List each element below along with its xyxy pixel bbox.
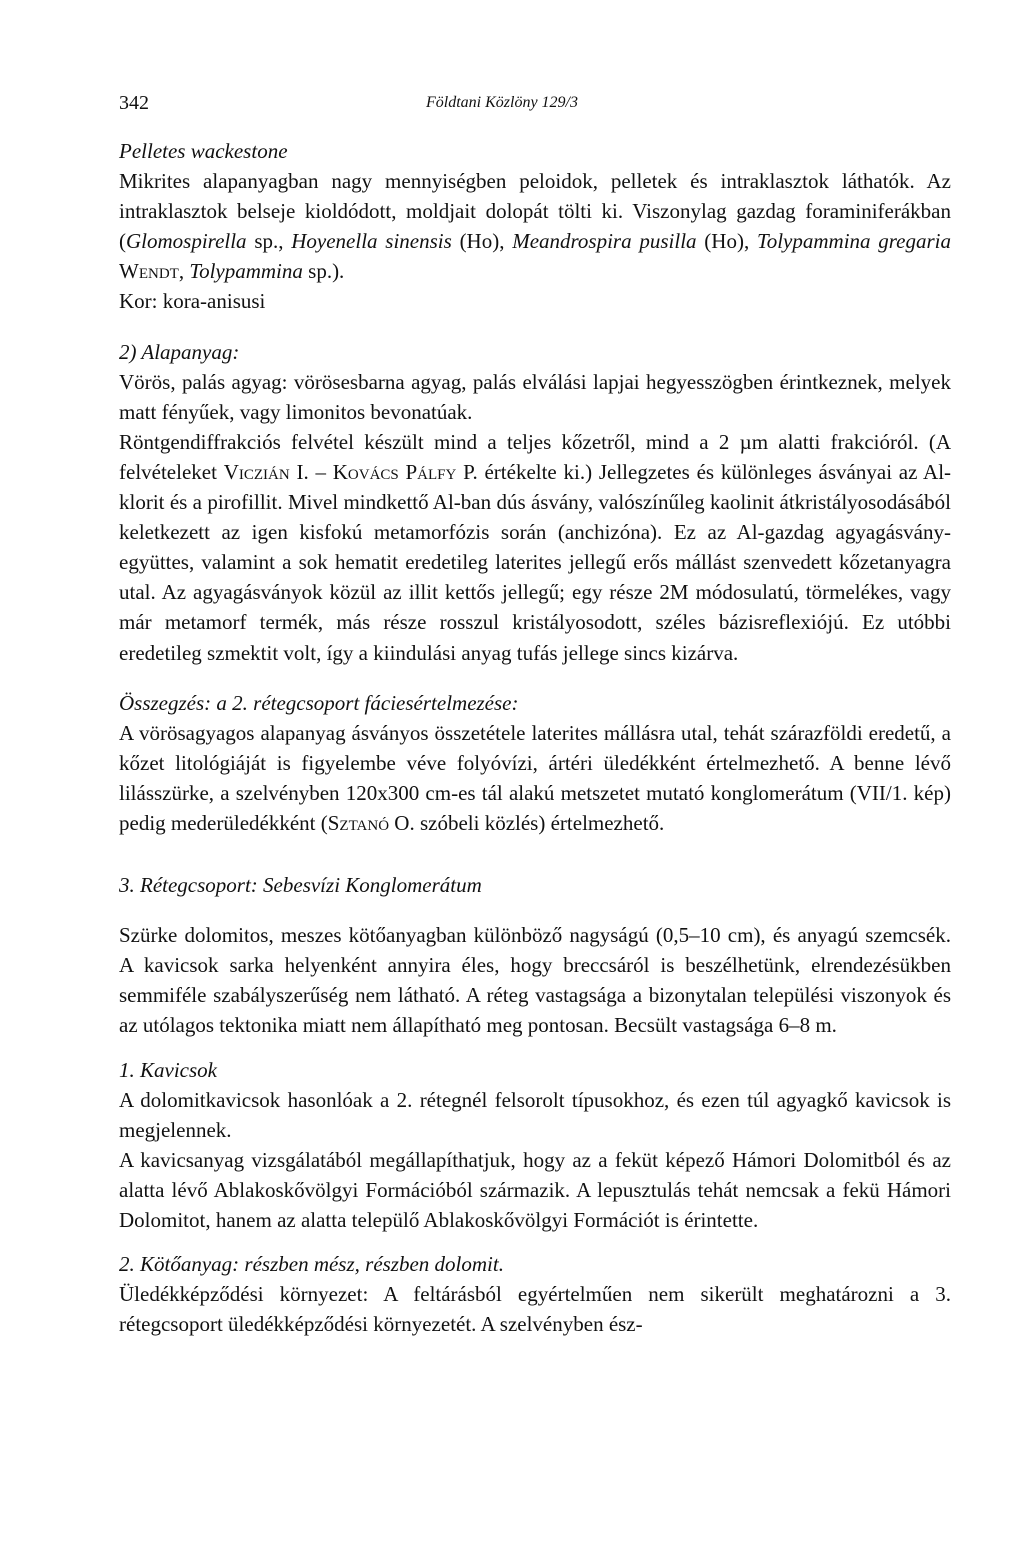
taxon-name: Tolypammina [189,259,303,284]
section-heading-pelletes-wackestone: Pelletes wackestone [119,139,288,163]
text-run: (Ho), [696,229,757,254]
section-heading-osszegzes: Összegzés: a 2. rétegcsoport fáciesértelmezése: [119,690,519,715]
text-run: Röntgendiffrakciós felvétel készült mind a teljes kőzetről, mind a 2 µm alatti frakcióról. (A felvételeket [119,429,951,484]
author-name: Sztanó O. [327,810,415,835]
text-run: , [178,259,190,284]
journal-title: Földtani Közlöny 129/3 [426,94,578,111]
text-run: sp., [246,229,292,254]
paragraph-kavicsanyag: A kavicsanyag vizsgálatából megállapíthatjuk, hogy az a feküt képező Hámori Dolomitból és az alatta lévő Ablakoskővölgyi Formációból származik. A lepusztulás tehát nemcsak a fekü Hámori Dolomitot, hanem az alatta települő Ablakoskővölgyi Formációt is érintette. [119,1147,951,1232]
text-run: A vörösagyagos alapanyag ásványos összetétele laterites mállásra utal, tehát szárazföldi eredetű, a kőzet litológiáját is figyelembe véve folyóvízi, ártéri üledékként értelmezhető. A benne lévő lilásszürke, a szelvényben 120x300 cm-es tál alakú metszetet mutató konglomerátum (VII/1. kép) pedig mederüledékként ( [119,720,951,835]
text-run: értékelte ki.) Jellegzetes és különleges ásványai az Al-klorit és a pirofillit. Mivel mindkettő Al-ban dús ásvány, valószínűleg kaolinit átkristályosodásából keletkezett az igen kisfokú metamorfózis során (anchizóna). Ez az Al-gazdag agyagásvány-együttes, valamint a sok hematit eredetileg laterites jellegű erős mállást szenvedett kőzetanyagra utal. Az agyagásványok közül az illit kettős jellegű; egy része 2M módosulatú, törmelékes, vagy már metamorf termék, más része rosszul kristályosodott, széles bázisreflexiójú. Ez utóbbi eredetileg szmektit volt, így a kiindulási anyag tufás jellege sincs kizárva. [119,459,952,665]
paragraph-osszegzes [119,718,951,838]
subheading-kavicsok: 1. Kavicsok [119,1057,217,1082]
section-heading-alapanyag: 2) Alapanyag: [119,339,240,364]
text-run: szóbeli közlés) értelmezhető. [414,810,665,835]
text-run: – [308,459,333,484]
taxon-name: Tolypammina gregaria [756,229,951,254]
page-number: 342 [119,92,149,114]
author-name: Viczián I. [223,459,309,484]
text-run: Mikrites alapanyagban nagy mennyiségben peloidok, pelletek és intraklasztok láthatók. Az intraklasztok belseje kioldódott, moldjait dolopát tölti ki. Viszonylag gazdag foraminiferákban ( [119,169,951,254]
body-text [119,136,951,1339]
text-run: (Ho), [451,229,513,254]
author-name: Kovács Pálfy P. [332,459,478,484]
paragraph-age: Kor: kora-anisusi [119,289,266,314]
paragraph-dolomitkavicsok: A dolomitkavicsok hasonlóak a 2. rétegnél felsorolt típusokhoz, és ezen túl agyagkő kavicsok is megjelennek. [119,1087,951,1142]
page-header [119,92,951,122]
paragraph-uledekkepzodesi-kornyezet: Üledékképződési környezet: A feltárásból egyértelműen nem sikerült meghatározni a 3. rétegcsoport üledékképződési környezetét. A szelvényben ész- [119,1282,951,1337]
paragraph-voros-palas-agyag: Vörös, palás agyag: vörösesbarna agyag, palás elválási lapjai hegyesszögben érintkeznek, melyek matt fényűek, vagy limonitos bevonatúak. [119,369,951,424]
paragraph-rontgendiffrakcio [119,427,951,668]
subheading-kotoanyag: 2. Kötőanyag: részben mész, részben dolomit. [119,1252,504,1277]
taxon-name: Meandrospira pusilla [512,229,697,254]
section-heading-sebesvizi-konglomeratum: 3. Rétegcsoport: Sebesvízi Konglomerátum [119,873,482,898]
paragraph-konglomeratum-description: Szürke dolomitos, meszes kötőanyagban különböző nagyságú (0,5–10 cm), és anyagú szemcsék. A kavicsok sarka helyenként annyira éles, hogy breccsáról is beszélhetünk, elrendezésükben semmiféle szabályszerűség nem látható. A réteg vastagsága a bizonytalan települési viszonyok és az utólagos tektonika miatt nem állapítható meg pontosan. Becsült vastagsága 6–8 m. [119,923,951,1038]
taxon-name: Hoyenella sinensis [291,229,452,254]
paragraph-pelletes-description [119,166,951,286]
taxon-name: Glomospirella [126,229,247,254]
author-name: Wendt [119,259,179,284]
text-run: sp.). [302,259,345,284]
